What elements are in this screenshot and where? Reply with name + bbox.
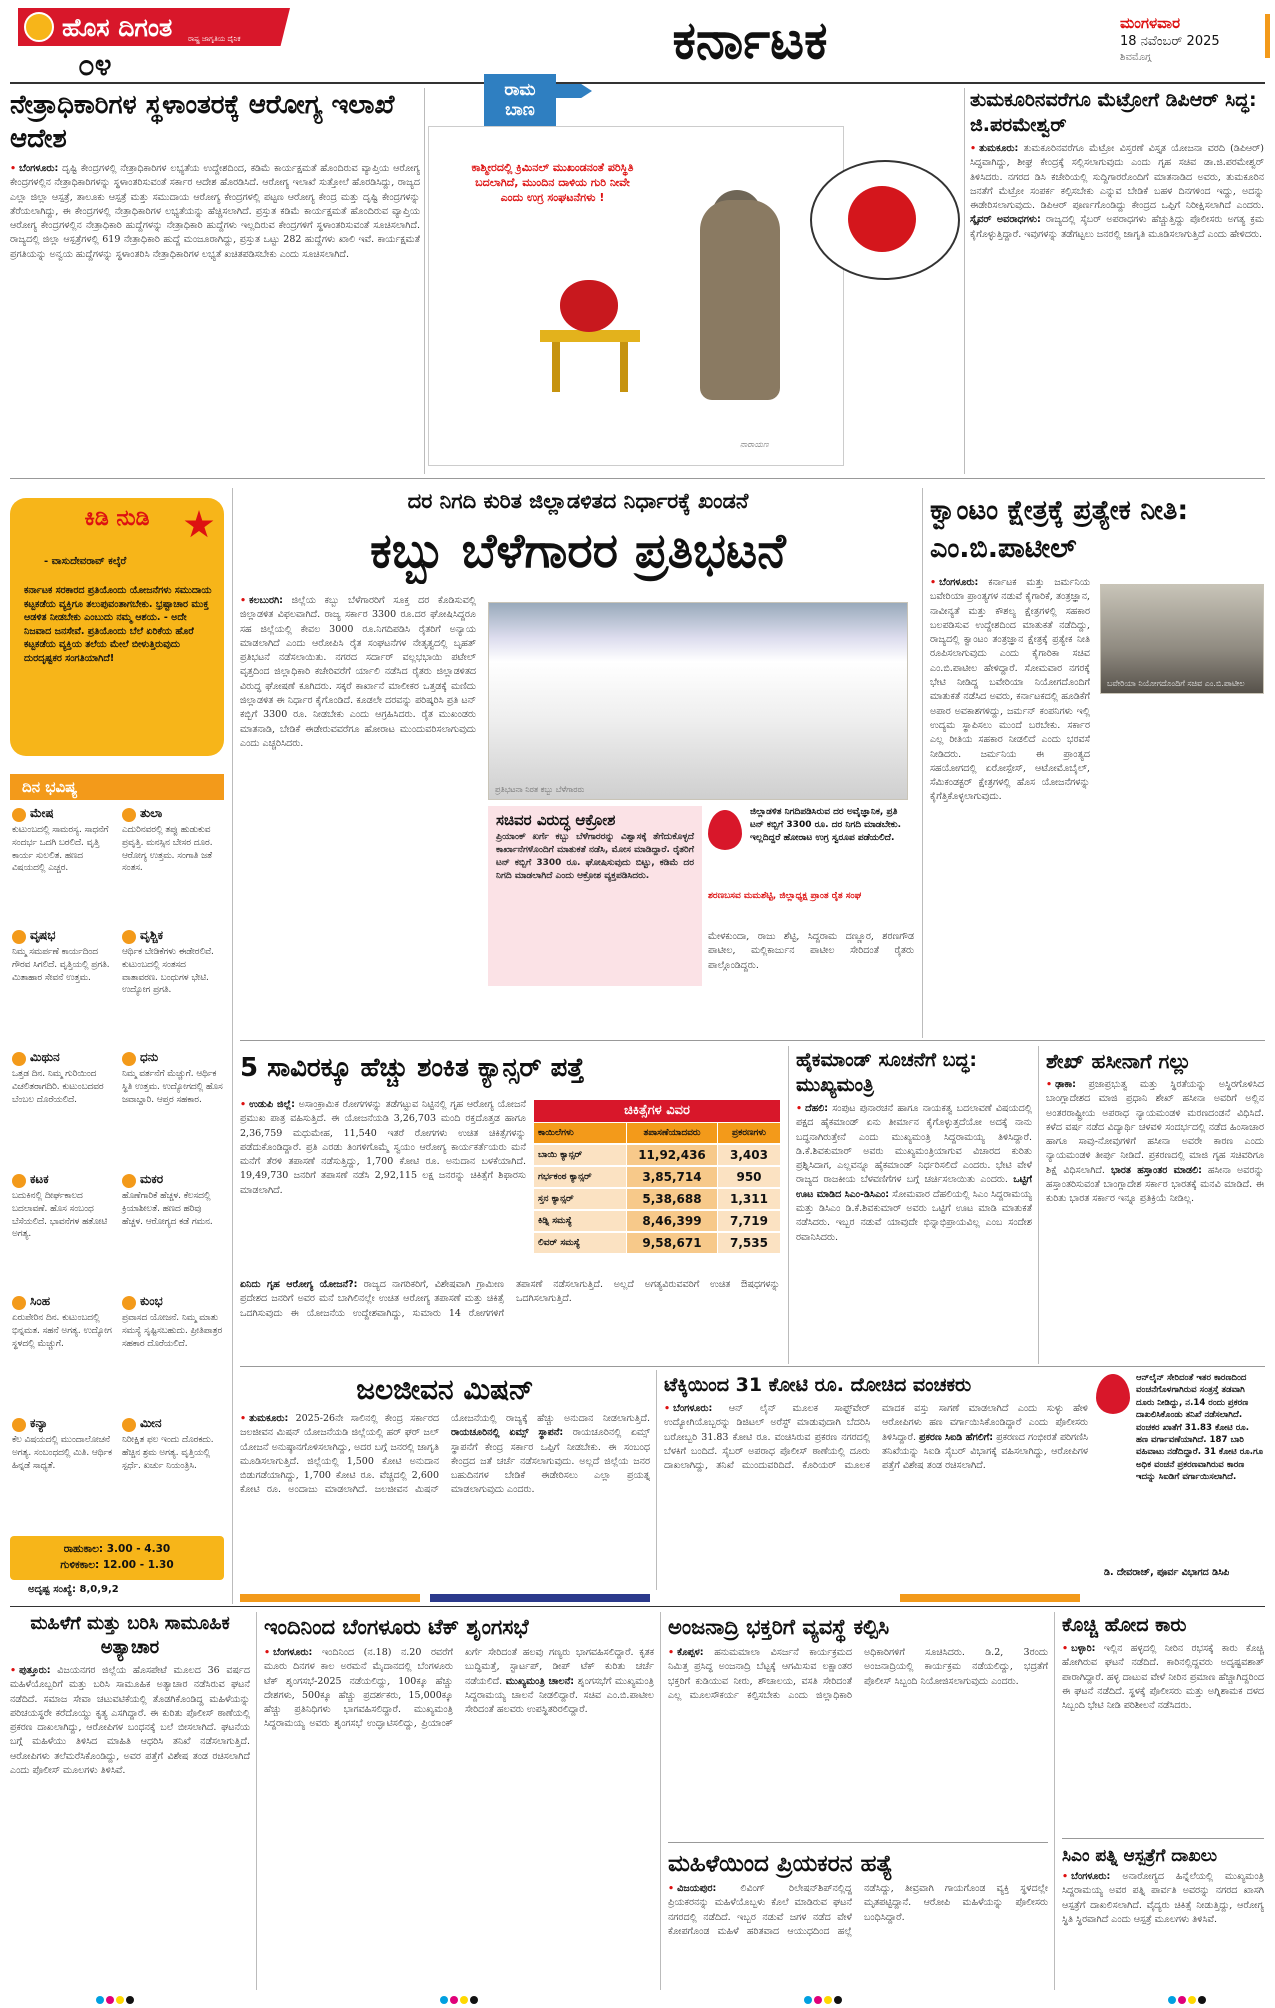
article-body: • ದೆಹಲಿ: ಸಂಪುಟ ಪುನಾರಚನೆ ಹಾಗೂ ನಾಯಕತ್ವ ಬದಲಾವಣೆ ವಿಷಯದಲ್ಲಿ ಪಕ್ಷದ ಹೈಕಮಾಂಡ್ ಏನು ತೀರ್ಮಾನ ಕೈಗೊಳ್ಳುತ್ತದೆಯೋ ಅದಕ್ಕೆ ನಾನು ಬದ್ಧನಾಗಿರುತ್ತೇನೆ ಎಂದು ಮುಖ್ಯಮಂತ್ರಿ ಸಿದ್ದರಾಮಯ್ಯ ತಿಳಿಸಿದ್ದಾರೆ. ಡಿ.ಕೆ.ಶಿವಕುಮಾರ್ ಅವರು ಮುಖ್ಯಮಂತ್ರಿಯಾಗುವ ವಿಚಾರದ ಕುರಿತು ಪ್ರಶ್ನಿಸಿದಾಗ, ಎಲ್ಲವನ್ನೂ ಹೈಕಮಾಂಡ್ ನಿರ್ಧರಿಸಲಿದೆ ಎಂದರು. ಭೇಟಿ ವೇಳೆ ರಾಜ್ಯದ ರಾಜಕೀಯ ಬೆಳವಣಿಗೆಗಳ ಬಗ್ಗೆ ಚರ್ಚಿಸಲಾಯಿತು ಎಂದರು. ಒಟ್ಟಿಗೆ ಊಟ ಮಾಡಿದ ಸಿಎಂ-ಡಿಸಿಎಂ: ಸೋಮವಾರ ದೆಹಲಿಯಲ್ಲಿ ಸಿಎಂ ಸಿದ್ದರಾಮಯ್ಯ ಮತ್ತು ಡಿಸಿಎಂ ಡಿ.ಕೆ.ಶಿವಕುಮಾರ್ ಅವರು ಒಟ್ಟಿಗೆ ಊಟ ಮಾಡಿ ಮಾತುಕತೆ ನಡೆಸಿದರು. ಇಬ್ಬರ ನಡುವೆ ಯಾವುದೇ ಭಿನ್ನಾಭಿಪ್ರಾಯವಿಲ್ಲ ಎಂಬ ಸಂದೇಶ ರವಾನಿಸಿದರು. (796, 1103, 1032, 1243)
article-cancer-body2 (240, 1278, 780, 1362)
kidi-byline: - ವಾಸುದೇವರಾವ್ ಕಲ್ಕೆರೆ (44, 556, 127, 567)
article-body: • ಬೆಂಗಳೂರು: ಇಂದಿನಿಂದ (ನ.18) ನ.20 ರವರೆಗೆ ಮೂರು ದಿನಗಳ ಕಾಲ ಅರಮನೆ ಮೈದಾನದಲ್ಲಿ ಬೆಂಗಳೂರು ಟೆಕ್ ಶೃಂಗಸಭೆ-2025 ನಡೆಯಲಿದ್ದು, 100ಕ್ಕೂ ಹೆಚ್ಚು ದೇಶಗಳು, 500ಕ್ಕೂ ಹೆಚ್ಚು ಪ್ರದರ್ಶಕರು, 15,000ಕ್ಕೂ ಹೆಚ್ಚು ಪ್ರತಿನಿಧಿಗಳು ಭಾಗವಹಿಸಲಿದ್ದಾರೆ. ಮುಖ್ಯಮಂತ್ರಿ ಸಿದ್ದರಾಮಯ್ಯ ಅವರು ಶೃಂಗಸಭೆ ಉದ್ಘಾಟಿಸಲಿದ್ದು, ಪ್ರಿಯಾಂಕ್ ಖರ್ಗೆ ಸೇರಿದಂತೆ ಹಲವು ಗಣ್ಯರು ಭಾಗವಹಿಸಲಿದ್ದಾರೆ. ಕೃತಕ ಬುದ್ಧಿಮತ್ತೆ, ಸ್ಟಾರ್ಟಪ್, ಡೀಪ್ ಟೆಕ್ ಕುರಿತು ಚರ್ಚೆ ನಡೆಯಲಿದೆ. ಮುಖ್ಯಮಂತ್ರಿ ಚಾಲನೆ: ಶೃಂಗಸಭೆಗೆ ಮುಖ್ಯಮಂತ್ರಿ ಸಿದ್ದರಾಮಯ್ಯ ಚಾಲನೆ ನೀಡಲಿದ್ದಾರೆ. ಸಚಿವ ಎಂ.ಬಿ.ಪಾಟೀಲ ಸೇರಿದಂತೆ ಹಲವರು ಉಪಸ್ಥಿತರಿರಲಿದ್ದಾರೆ. (264, 1647, 654, 1730)
quote-box (708, 806, 914, 902)
zodiac-icon (12, 1174, 26, 1188)
sign-text: ಕೆಲ ವಿಷಯದಲ್ಲಿ ಮುಂದಾಲೋಚನೆ ಅಗತ್ಯ. ಸಂಬಂಧದಲ್ಲಿ ಮಿತಿ. ಆರ್ಥಿಕ ಹಿನ್ನಡೆ ಸಾಧ್ಯತೆ. (12, 1435, 112, 1471)
article-body: • ಉಡುಪಿ ಜಿಲ್ಲೆ: ಅಸಾಂಕ್ರಾಮಿಕ ರೋಗಗಳನ್ನು ತಡೆಗಟ್ಟುವ ನಿಟ್ಟಿನಲ್ಲಿ ಗೃಹ ಆರೋಗ್ಯ ಯೋಜನೆ ಪ್ರಮುಖ ಪಾತ್ರ ವಹಿಸುತ್ತಿದೆ. ಈ ಯೋಜನೆಯಡಿ 3,26,703 ಮಂದಿ ರಕ್ತದೊತ್ತಡ ಹಾಗೂ 2,36,759 ಮಧುಮೇಹ, 11,540 ಇತರೆ ರೋಗಗಳು ಉಚಿತ ಚಿಕಿತ್ಸೆಗಳನ್ನು ಪಡೆದುಕೊಂಡಿದ್ದಾರೆ. ಪ್ರತಿ ಎರಡು ತಿಂಗಳಿಗೊಮ್ಮೆ ಸ್ವಯಂ ಆರೋಗ್ಯ ಕಾರ್ಯಕರ್ತೆಯರು ಮನೆ ಮನೆಗೆ ತೆರಳಿ ತಪಾಸಣೆ ನಡೆಸುತ್ತಿದ್ದು, 1,700 ಕೋಟಿ ರೂ. ಅನುದಾನ ಬಳಕೆಯಾಗಿದೆ. 19,49,730 ಜನರಿಗೆ ತಪಾಸಣೆ ನಡೆಸಿ 2,92,115 ಲಕ್ಷ ಜನರನ್ನು ಚಿಕಿತ್ಸೆಗೆ ಶಿಫಾರಸು ಮಾಡಲಾಗಿದೆ. (240, 1099, 526, 1196)
kicker: ದರ ನಿಗದಿ ಕುರಿತ ಜಿಲ್ಲಾಡಳಿತದ ನಿರ್ಧಾರಕ್ಕೆ ಖಂಡನೆ (407, 489, 749, 513)
quote-icon (708, 810, 742, 850)
headline: ಶೇಖ್ ಹಸೀನಾಗೆ ಗಲ್ಲು (1046, 1049, 1192, 1073)
article-anjanadri[interactable] (668, 1612, 1048, 1838)
terrorist-figure (700, 200, 780, 400)
sign-name: ಕನ್ಯಾ (30, 1416, 48, 1430)
article-hicommand[interactable] (796, 1048, 1032, 1360)
table-row: ಸ್ತನ ಕ್ಯಾನ್ಸರ್ 5,38,688 1,311 (534, 1189, 780, 1210)
protest-photo: ಪ್ರತಿಭಟನಾ ನಿರತ ಕಬ್ಬು ಬೆಳೆಗಾರರು (488, 602, 908, 800)
article-tech-fraud[interactable] (664, 1372, 1088, 1588)
article-cm-wife[interactable] (1062, 1844, 1264, 1994)
headline: ಸಿಎಂ ಪತ್ನಿ ಆಸ್ಪತ್ರೆಗೆ ದಾಖಲು (1062, 1846, 1218, 1866)
article-sugarcane-body (240, 594, 476, 1036)
horoscope-sign (122, 1050, 226, 1176)
table-row: ಬಾಯಿ ಕ್ಯಾನ್ಸರ್ 11,92,436 3,403 (534, 1145, 780, 1166)
article-body: • ಪುತ್ತೂರು: ವಿಜಯನಗರ ಜಿಲ್ಲೆಯ ಹೊಸಪೇಟೆ ಮೂಲದ 36 ವರ್ಷದ ಮಹಿಳೆಯೊಬ್ಬರಿಗೆ ಮತ್ತು ಬರಿಸಿ ಸಾಮೂಹಿಕ ಅತ್ಯಾಚಾರ ನಡೆಸಿರುವ ಘಟನೆ ನಡೆದಿದೆ. ಸಮಾಜ ಸೇವಾ ಚಟುವಟಿಕೆಯಲ್ಲಿ ತೊಡಗಿಕೊಂಡಿದ್ದ ಮಹಿಳೆಯನ್ನು ಪರಿಚಯಸ್ಥರೇ ಕರೆದೊಯ್ದು ಕೃತ್ಯ ಎಸಗಿದ್ದಾರೆ. ಈ ಕುರಿತು ಪೊಲೀಸ್ ಠಾಣೆಯಲ್ಲಿ ಪ್ರಕರಣ ದಾಖಲಾಗಿದ್ದು, ಆರೋಪಿಗಳ ಬಂಧನಕ್ಕೆ ಬಲೆ ಬೀಸಲಾಗಿದೆ. ಘಟನೆಯ ಬಗ್ಗೆ ಮಹಿಳೆಯು ತಿಳಿಸಿದ ಮಾಹಿತಿ ಆಧರಿಸಿ ತನಿಖೆ ನಡೆಸಲಾಗುತ್ತಿದೆ. ಆರೋಪಿಗಳು ತಲೆಮರೆಸಿಕೊಂಡಿದ್ದು, ಅವರ ಪತ್ತೆಗೆ ವಿಶೇಷ ತಂಡ ರಚಿಸಲಾಗಿದೆ ಎಂದು ಪೊಲೀಸ್ ಮೂಲಗಳು ತಿಳಿಸಿವೆ. (10, 1665, 250, 1777)
page-number: ೦೪ (78, 48, 112, 82)
sign-text: ನಿಮ್ಮ ವರ್ತನೆಗೆ ಮೆಚ್ಚುಗೆ. ಆರ್ಥಿಕ ಸ್ಥಿತಿ ಉತ್ತಮ. ಉದ್ಯೋಗದಲ್ಲಿ ಹೊಸ ಜವಾಬ್ದಾರಿ. ಆಪ್ತರ ಸಹಕಾರ. (122, 1069, 223, 1105)
article-body: • ಬೆಂಗಳೂರು: ದೃಷ್ಟಿ ಕೇಂದ್ರಗಳಲ್ಲಿ ನೇತ್ರಾಧಿಕಾರಿಗಳ ಲಭ್ಯತೆಯ ಉದ್ದೇಶದಿಂದ, ಕಡಿಮೆ ಕಾರ್ಯಕ್ಷಮತೆ ಹೊಂದಿರುವ ವ್ಯಾಪ್ತಿಯ ಆರೋಗ್ಯ ಕೇಂದ್ರಗಳಲ್ಲಿನ ನೇತ್ರಾಧಿಕಾರಿಗಳನ್ನು ಸ್ಥಳಾಂತರಿಸುವಂತೆ ಸರ್ಕಾರ ಆದೇಶ ಹೊರಡಿಸಿದೆ. ಆರೋಗ್ಯ ಇಲಾಖೆ ಸುತ್ತೋಲೆ ಹೊರಡಿಸಿದ್ದು, ರಾಜ್ಯದ ಎಲ್ಲಾ ಜಿಲ್ಲಾ ಆಸ್ಪತ್ರೆ, ತಾಲೂಕು ಆಸ್ಪತ್ರೆ ಮತ್ತು ಸಮುದಾಯ ಆರೋಗ್ಯ ಕೇಂದ್ರಗಳಲ್ಲಿ ಪಟ್ಟಣ ಆರೋಗ್ಯ ಕೇಂದ್ರ ಮತ್ತು ದೃಷ್ಟಿ ಕೇಂದ್ರಗಳನ್ನು ತೆರೆಯಲಾಗಿದ್ದು, ಈ ಕೇಂದ್ರಗಳಲ್ಲಿ ನೇತ್ರಾಧಿಕಾರಿಗಳ ಲಭ್ಯತೆಯನ್ನು ಹೆಚ್ಚಿಸಲಾಗಿದೆ. ಪ್ರಸ್ತುತ ಕಡಿಮೆ ಕಾರ್ಯಕ್ಷಮತೆ ಹೊಂದಿರುವ ವ್ಯಾಪ್ತಿಯ ಆರೋಗ್ಯ ಕೇಂದ್ರಗಳಲ್ಲಿನ ನೇತ್ರಾಧಿಕಾರಿ ಹುದ್ದೆಗಳನ್ನು ನೇತ್ರಾಧಿಕಾರಿ ಹುದ್ದೆಗಳು ಇಲ್ಲದಿರುವ ಕೇಂದ್ರಗಳಿಗೆ ಸ್ಥಳಾಂತರಿಸುವಂತೆ ಸೂಚಿಸಲಾಗಿದೆ. ರಾಜ್ಯದಲ್ಲಿ ಜಿಲ್ಲಾ ಆಸ್ಪತ್ರೆಗಳಲ್ಲಿ 619 ನೇತ್ರಾಧಿಕಾರಿ ಹುದ್ದೆ ಮಂಜೂರಾಗಿದ್ದು, ಪ್ರಸ್ತುತ ಒಟ್ಟು 282 ಹುದ್ದೆಗಳು ಖಾಲಿ ಇವೆ. ಕಾರ್ಯಕ್ಷಮತೆ ಪ್ರಗತಿಯನ್ನು ಅನ್ವಯ ಹುದ್ದೆಗಳನ್ನು ಸ್ಥಳಾಂತರಿಸಿ ನೇತ್ರಾಧಿಕಾರಿಗಳ ಲಭ್ಯತೆ ಖಚಿತಪಡಿಸಬೇಕು ಎಂದು ಸೂಚಿಸಲಾಗಿದೆ. (10, 163, 420, 260)
headline: ಕ್ವಾಂಟಂ ಕ್ಷೇತ್ರಕ್ಕೆ ಪ್ರತ್ಯೇಕ ನೀತಿ: ಎಂ.ಬಿ.ಪಾಟೀಲ್ (930, 495, 1189, 564)
sign-text: ನಿಮ್ಮ ಸಮರ್ಪಣೆ ಕಾರ್ಯದಿಂದ ಗೌರವ ಸಿಗಲಿದೆ. ವೃತ್ತಿಯಲ್ಲಿ ಪ್ರಗತಿ. ಮಿತಾಹಾರ ಸೇವನೆ ಉತ್ತಮ. (12, 947, 110, 983)
sign-name: ಮೀನ (140, 1416, 162, 1430)
rahukala: ರಾಹುಕಾಲ: 3.00 - 4.30 (63, 1543, 171, 1555)
section-title: ಕರ್ನಾಟಕ (672, 11, 828, 71)
sign-name: ವೃಶ್ಚಿಕ (140, 928, 164, 942)
top-rule (10, 82, 1265, 84)
issue-date: 18 ನವೆಂಬರ್ 2025 (1120, 34, 1220, 49)
article-techsummit[interactable] (264, 1612, 654, 1994)
quote-byline: ಡಿ. ದೇವರಾಜ್, ಪೂರ್ವ ವಿಭಾಗದ ಡಿಸಿಪಿ (1104, 1567, 1230, 1578)
headline: ಕೊಚ್ಚಿ ಹೋದ ಕಾರು (1062, 1614, 1187, 1636)
article-body: • ತುಮಕೂರು: 2025-26ನೇ ಸಾಲಿನಲ್ಲಿ ಕೇಂದ್ರ ಸರ್ಕಾರದ ಜಲಜೀವನ ಮಿಷನ್ ಯೋಜನೆಯಡಿ ಜಿಲ್ಲೆಯಲ್ಲಿ ಹರ್ ಘರ್ ಜಲ್ ಯೋಜನೆ ಅನುಷ್ಠಾನಗೊಳಿಸಲಾಗಿದ್ದು, ಅದರ ಬಗ್ಗೆ ಜನರಲ್ಲಿ ಜಾಗೃತಿ ಮೂಡಿಸಲಾಗುತ್ತಿದೆ. ಜಿಲ್ಲೆಯಲ್ಲಿ 1,500 ಕೋಟಿ ಅನುದಾನ ಬಿಡುಗಡೆಯಾಗಿದ್ದು, 1,700 ಕೋಟಿ ರೂ. ವೆಚ್ಚದಲ್ಲಿ 2,600 ಕೋಟಿ ರೂ. ಅಂದಾಜು ಮಾಡಲಾಗಿದೆ. ಜಲಜೀವನ ಮಿಷನ್ ಯೋಜನೆಯಲ್ಲಿ ರಾಜ್ಯಕ್ಕೆ ಹೆಚ್ಚು ಅನುದಾನ ನೀಡಲಾಗುತ್ತಿದೆ. ರಾಯಚೂರಿನಲ್ಲಿ ಏಮ್ಸ್ ಸ್ಥಾಪನೆ: ರಾಯಚೂರಿನಲ್ಲಿ ಏಮ್ಸ್ ಸ್ಥಾಪನೆಗೆ ಕೇಂದ್ರ ಸರ್ಕಾರ ಒಪ್ಪಿಗೆ ನೀಡಬೇಕು. ಈ ಸಂಬಂಧ ಕೇಂದ್ರದ ಜತೆ ಚರ್ಚೆ ನಡೆಸಲಾಗುವುದು. ಅಲ್ಲದೆ ಜಿಲ್ಲೆಯ ಜನರ ಬಹುದಿನಗಳ ಬೇಡಿಕೆ ಈಡೇರಿಸಲು ಎಲ್ಲಾ ಪ್ರಯತ್ನ ಮಾಡಲಾಗುವುದು ಎಂದರು. (240, 1413, 650, 1496)
brand-logo (18, 8, 290, 82)
table-row: ಗರ್ಭಕಂಠ ಕ್ಯಾನ್ಸರ್ 3,85,714 950 (534, 1167, 780, 1188)
treatment-table (534, 1100, 780, 1270)
rahukala-box (10, 1536, 224, 1580)
quote-icon (1096, 1374, 1130, 1414)
kidi-title: ಕಿಡಿ ನುಡಿ (84, 506, 150, 531)
zodiac-icon (12, 1418, 26, 1432)
zodiac-icon (12, 1296, 26, 1310)
sign-name: ಸಿಂಹ (30, 1294, 51, 1308)
sign-name: ವೃಷಭ (30, 928, 56, 942)
sign-text: ನಿರೀಕ್ಷಿತ ಫಲ ಇಂದು ದೊರಕದು. ಹೆಚ್ಚಿನ ಶ್ರಮ ಅಗತ್ಯ. ವೃತ್ತಿಯಲ್ಲಿ ಸ್ಪರ್ಧೆ. ಖರ್ಚು ನಿಯಂತ್ರಿಸಿ. (122, 1435, 214, 1471)
quote-byline: ಶರಣಬಸವ ಮಮಶೆಟ್ಟಿ, ಜಿಲ್ಲಾಧ್ಯಕ್ಷ ಪ್ರಾಂತ ರೈತ ಸಂಘ (708, 891, 862, 901)
issue-day: ಮಂಗಳವಾರ (1120, 14, 1181, 32)
gulikakala: ಗುಳಿಕಕಾಲ: 12.00 - 1.30 (60, 1559, 174, 1571)
headline: ಕಬ್ಬು ಬೆಳೆಗಾರರ ಪ್ರತಿಭಟನೆ (370, 523, 786, 579)
zodiac-icon (122, 1174, 136, 1188)
article-sugarcane-kicker (240, 486, 916, 524)
sign-name: ತುಲಾ (140, 806, 163, 820)
headline: ಮಹಿಳೆಗೆ ಮತ್ತು ಬರಿಸಿ ಸಾಮೂಹಿಕ ಅತ್ಯಾಚಾರ (30, 1613, 230, 1658)
table-row: ಲಿವರ್ ಸಮಸ್ಯೆ 9,58,671 7,535 (534, 1233, 780, 1254)
box-title: ಸಚಿವರ ವಿರುದ್ಧ ಆಕ್ರೋಶ (496, 811, 616, 829)
article-sugarcane-headline[interactable] (240, 522, 916, 584)
article-body: • ಕಲಬುರಗಿ: ಜಿಲ್ಲೆಯ ಕಬ್ಬು ಬೆಳೆಗಾರರಿಗೆ ಸೂಕ್ತ ದರ ಕೊಡಿಸುವಲ್ಲಿ ಜಿಲ್ಲಾಡಳಿತ ವಿಫಲವಾಗಿದೆ. ರಾಜ್ಯ ಸರ್ಕಾರ 3300 ರೂ.ದರ ಘೋಷಿಸಿದ್ದರೂ ಸಹ ಜಿಲ್ಲೆಯಲ್ಲಿ ಕೇವಲ 3000 ರೂ.ನಿಗದಿಪಡಿಸಿ ರೈತರಿಗೆ ಅನ್ಯಾಯ ಮಾಡಲಾಗಿದೆ ಎಂದು ಆರೋಪಿಸಿ ರೈತ ಸಂಘಟನೆಗಳ ನೇತೃತ್ವದಲ್ಲಿ ಬೃಹತ್ ಪ್ರತಿಭಟನೆ ನಡೆಸಲಾಯಿತು. ನಗರದ ಸರ್ದಾರ್ ವಲ್ಲಭಭಾಯಿ ಪಟೇಲ್ ವೃತ್ತದಿಂದ ಜಿಲ್ಲಾಧಿಕಾರಿ ಕಚೇರಿವರೆಗೆ ರ್ಯಾಲಿ ನಡೆಸಿದ ರೈತರು ಜಿಲ್ಲಾಡಳಿತದ ವಿರುದ್ಧ ಘೋಷಣೆ ಕೂಗಿದರು. ಸಕ್ಕರೆ ಕಾರ್ಖಾನೆ ಮಾಲೀಕರ ಒತ್ತಡಕ್ಕೆ ಮಣಿದು ಜಿಲ್ಲಾಡಳಿತ ಈ ನಿರ್ಧಾರ ಕೈಗೊಂಡಿದೆ. ಕೂಡಲೇ ದರವನ್ನು ಪರಿಷ್ಕರಿಸಿ ಪ್ರತಿ ಟನ್ ಕಬ್ಬಿಗೆ 3300 ರೂ. ನೀಡಬೇಕು ಎಂದು ಆಗ್ರಹಿಸಿದರು. ರೈತ ಮುಖಂಡರು ಮಾತನಾಡಿ, ಬೇಡಿಕೆ ಈಡೇರುವವರೆಗೂ ಹೋರಾಟ ಮುಂದುವರಿಸಲಾಗುವುದು ಎಂದು ಎಚ್ಚರಿಸಿದರು. (240, 595, 476, 749)
headline: ಹೈಕಮಾಂಡ್ ಸೂಚನೆಗೆ ಬದ್ಧ: ಮುಖ್ಯಮಂತ್ರಿ (796, 1049, 977, 1096)
sign-name: ಮಕರ (140, 1172, 164, 1186)
brand-tagline: ರಾಷ್ಟ್ರ ಜಾಗೃತಿಯ ದೈನಿಕ (188, 35, 241, 43)
table-header: ಪ್ರಕರಣಗಳು (718, 1123, 780, 1143)
horoscope-sign (12, 1172, 116, 1298)
article-cancer-body (240, 1098, 526, 1274)
sign-text: ಆರ್ಥಿಕ ಬೇಡಿಕೆಗಳು ಈಡೇರಲಿವೆ. ಕುಟುಂಬದಲ್ಲಿ ಸಂತಸದ ವಾತಾವರಣ. ಬಂಧುಗಳ ಭೇಟಿ. ಉದ್ಯೋಗ ಪ್ರಗತಿ. (122, 947, 214, 996)
kidi-text: ಕರ್ನಾಟಕ ಸರಕಾರದ ಪ್ರತಿಯೊಂದು ಯೋಜನೆಗಳು ಸಮುದಾಯ ಕಟ್ಟಕಡೆಯ ವ್ಯಕ್ತಿಗೂ ತಲುಪುವಂತಾಗಬೇಕು. ಭ್ರಷ್ಟಾಚಾರ ಮುಕ್ತ ಆಡಳಿತ ನೀಡಬೇಕು ಎಂಬುದು ನಮ್ಮ ಆಶಯ. - ಅದೇ ನಿಜವಾದ ಜನಸೇವೆ. ಪ್ರತಿಯೊಂದು ಬೆಲೆ ಏರಿಕೆಯ ಹೊರೆ ಕಟ್ಟಕಡೆಯ ವ್ಯಕ್ತಿಯ ತಲೆಯ ಮೇಲೆ ಬೀಳುತ್ತಿರುವುದು ದುರದೃಷ್ಟಕರ ಸಂಗತಿಯಾಗಿದೆ! (24, 585, 212, 664)
horoscope-sign (122, 1294, 226, 1420)
sidebar-box-minister (488, 806, 702, 986)
headline: ಜಲಜೀವನ ಮಿಷನ್ (356, 1373, 534, 1406)
horoscope-sign (122, 806, 226, 932)
horoscope-sign (122, 1172, 226, 1298)
sign-text: ಒತ್ತಡ ದಿನ. ನಿಮ್ಮ ಗುರಿಯಿಂದ ವಿಚಲಿತರಾಗದಿರಿ. ಕುಟುಂಬದವರ ಬೆಂಬಲ ದೊರೆಯಲಿದೆ. (12, 1069, 104, 1105)
sign-name: ಕುಂಭ (140, 1294, 163, 1308)
quote-text: ಆನ್‌ಲೈನ್ ಸೇರಿದಂತೆ ಇತರ ಕಾರಣದಿಂದ ವಂಚನೆಗೊಳಗಾಗಿರುವ ಸಂತ್ರಸ್ತೆ ತಡವಾಗಿ ದೂರು ನೀಡಿದ್ದು, ನ.14 ರಂದು ಪ್ರಕರಣ ದಾಖಲಿಸಿಕೊಂಡು ತನಿಖೆ ನಡೆಸಲಾಗಿದೆ. ವಂಚಕರ ಖಾತೆಗೆ 31.83 ಕೋಟಿ ರೂ. ಹಣ ವರ್ಗಾವಣೆಯಾಗಿದೆ. 187 ಬಾರಿ ವಹಿವಾಟು ನಡೆದಿದ್ದಾರೆ. 31 ಕೋಟಿ ರೂ.ಗೂ ಅಧಿಕ ವಂಚನೆ ಪ್ರಕರಣವಾಗಿರುವ ಕಾರಣ ಇದನ್ನು ಸಿಐಡಿಗೆ ವರ್ಗಾಯಿಸಲಾಗಿದೆ. (1136, 1373, 1264, 1483)
headline: ಟೆಕ್ಕಿಯಿಂದ 31 ಕೋಟಿ ರೂ. ದೋಚಿದ ವಂಚಕರು (664, 1374, 972, 1396)
zodiac-icon (122, 1418, 136, 1432)
headline: ಮಹಿಳೆಯಿಂದ ಪ್ರಿಯಕರನ ಹತ್ಯೆ (668, 1851, 893, 1877)
article-quantum-body (930, 576, 1090, 1036)
zodiac-icon (12, 1052, 26, 1066)
zodiac-icon (122, 930, 136, 944)
article-body: • ಕೊಪ್ಪಳ: ಹನುಮಮಾಲಾ ವಿಸರ್ಜನೆ ಕಾರ್ಯಕ್ರಮದ ನಿಮಿತ್ತ ಪ್ರಸಿದ್ಧ ಅಂಜನಾದ್ರಿ ಬೆಟ್ಟಕ್ಕೆ ಆಗಮಿಸುವ ಲಕ್ಷಾಂತರ ಭಕ್ತರಿಗೆ ಕುಡಿಯುವ ನೀರು, ಶೌಚಾಲಯ, ವಸತಿ ಸೇರಿದಂತೆ ಎಲ್ಲ ಮೂಲಸೌಕರ್ಯ ಕಲ್ಪಿಸಬೇಕು ಎಂದು ಜಿಲ್ಲಾಧಿಕಾರಿ ಅಧಿಕಾರಿಗಳಿಗೆ ಸೂಚಿಸಿದರು. ಡಿ.2, 3ರಂದು ಅಂಜನಾದ್ರಿಯಲ್ಲಿ ಕಾರ್ಯಕ್ರಮ ನಡೆಯಲಿದ್ದು, ಭದ್ರತೆಗೆ ಪೊಲೀಸ್ ಸಿಬ್ಬಂದಿ ನಿಯೋಜಿಸಲಾಗುವುದು ಎಂದರು. (668, 1647, 1048, 1701)
sign-text: ಏರುಪೇರಿನ ದಿನ. ಕುಟುಂಬದಲ್ಲಿ ಭಿನ್ನಮತ. ಸಹನೆ ಅಗತ್ಯ. ಉದ್ಯೋಗ ಸ್ಥಳದಲ್ಲಿ ಮೆಚ್ಚುಗೆ. (12, 1313, 112, 1349)
lucky-numbers: ಅದೃಷ್ಟ ಸಂಖ್ಯೆ: 8,0,9,2 (28, 1584, 119, 1595)
article-health[interactable] (10, 88, 420, 474)
fraud-quote-box (1096, 1372, 1264, 1562)
sign-text: ಎದುರಿನವರಲ್ಲಿ ತಪ್ಪು ಹುಡುಕುವ ಪ್ರವೃತ್ತಿ. ಮನಸ್ಸಿನ ಬೇಸರ ದೂರ. ಆರೋಗ್ಯ ಉತ್ತಮ. ಸಂಗಾತಿ ಜತೆ ಸಂತಸ. (122, 825, 213, 874)
article-body: • ಬೆಂಗಳೂರು: ಅನಾರೋಗ್ಯದ ಹಿನ್ನೆಲೆಯಲ್ಲಿ ಮುಖ್ಯಮಂತ್ರಿ ಸಿದ್ದರಾಮಯ್ಯ ಅವರ ಪತ್ನಿ ಪಾರ್ವತಿ ಅವರನ್ನು ನಗರದ ಖಾಸಗಿ ಆಸ್ಪತ್ರೆಗೆ ದಾಖಲಿಸಲಾಗಿದೆ. ವೈದ್ಯರು ಚಿಕಿತ್ಸೆ ನೀಡುತ್ತಿದ್ದು, ಆರೋಗ್ಯ ಸ್ಥಿತಿ ಸ್ಥಿರವಾಗಿದೆ ಎಂದು ಆಸ್ಪತ್ರೆ ಮೂಲಗಳು ತಿಳಿಸಿವೆ. (1062, 1871, 1264, 1925)
sign-name: ಮೇಷ (30, 806, 54, 820)
quantum-photo: ಬವೇರಿಯಾ ನಿಯೋಗದೊಂದಿಗೆ ಸಚಿವ ಎಂ.ಬಿ.ಪಾಟೀಲ (1100, 584, 1264, 694)
sign-name: ಧನು (140, 1050, 159, 1064)
box-text: ಪ್ರಿಯಾಂಕ್ ಖರ್ಗೆ ಕಬ್ಬು ಬೆಳೆಗಾರರನ್ನು ವಿಶ್ವಾಸಕ್ಕೆ ತೆಗೆದುಕೊಳ್ಳದೆ ಕಾರ್ಖಾನೆಗಳೊಂದಿಗೆ ಮಾತುಕತೆ ನಡೆಸಿ, ಮೋಸ ಮಾಡಿದ್ದಾರೆ. ರೈತರಿಗೆ ಟನ್ ಕಬ್ಬಿಗೆ 3300 ರೂ. ಘೋಷಿಸುವುದು ಬಿಟ್ಟು, ಕಡಿಮೆ ದರ ನಿಗದಿ ಮಾಡಲಾಗಿದೆ ಎಂದು ಆಕ್ರೋಶ ವ್ಯಕ್ತಪಡಿಸಿದರು. (496, 831, 694, 881)
sign-text: ಕುಟುಂಬದಲ್ಲಿ ಸಾಮರಸ್ಯ. ಸಾಧನೆಗೆ ಸಂದರ್ಭ ಒದಗಿ ಬರಲಿದೆ. ವೃತ್ತಿ ಕಾರ್ಯ ಸುಲಲಿತ. ಹಣದ ವಿಷಯದಲ್ಲಿ ಎಚ್ಚರ. (12, 825, 109, 874)
horoscope-title: ದಿನ ಭವಿಷ್ಯ (10, 774, 224, 800)
zodiac-icon (122, 808, 136, 822)
horoscope-sign (12, 1294, 116, 1420)
article-car[interactable] (1062, 1612, 1264, 1834)
table-header: ತಪಾಸಣೆಯಾದವರು (627, 1123, 717, 1143)
article-body: • ಬೆಂಗಳೂರು: ಕರ್ನಾಟಕ ಮತ್ತು ಜರ್ಮನಿಯ ಬವೇರಿಯಾ ಪ್ರಾಂತ್ಯಗಳ ನಡುವೆ ಕೈಗಾರಿಕೆ, ತಂತ್ರಜ್ಞಾನ, ನಾವೀನ್ಯತೆ ಮತ್ತು ಕೌಶಲ್ಯ ಕ್ಷೇತ್ರಗಳಲ್ಲಿ ಸಹಕಾರ ಬಲಪಡಿಸುವ ಉದ್ದೇಶದಿಂದ ಮಾತುಕತೆ ನಡೆದಿದ್ದು, ರಾಜ್ಯದಲ್ಲಿ ಕ್ವಾಂಟಂ ತಂತ್ರಜ್ಞಾನ ಕ್ಷೇತ್ರಕ್ಕೆ ಪ್ರತ್ಯೇಕ ನೀತಿ ರೂಪಿಸಲಾಗುವುದು ಎಂದು ಕೈಗಾರಿಕಾ ಸಚಿವ ಎಂ.ಬಿ.ಪಾಟೀಲ ಹೇಳಿದ್ದಾರೆ. ಸೋಮವಾರ ನಗರಕ್ಕೆ ಭೇಟಿ ನೀಡಿದ್ದ ಬವೇರಿಯಾ ನಿಯೋಗದೊಂದಿಗೆ ಮಾತುಕತೆ ನಡೆಸಿದ ಅವರು, ಕರ್ನಾಟಕದಲ್ಲಿ ಹೂಡಿಕೆಗೆ ಅಪಾರ ಅವಕಾಶಗಳಿದ್ದು, ಜರ್ಮನ್ ಕಂಪನಿಗಳು ಇಲ್ಲಿ ಉದ್ಯಮ ಸ್ಥಾಪಿಸಲು ಮುಂದೆ ಬರಬೇಕು. ಸರ್ಕಾರ ಎಲ್ಲ ರೀತಿಯ ಸಹಕಾರ ನೀಡಲಿದೆ ಎಂದು ಭರವಸೆ ನೀಡಿದರು. ಜರ್ಮನಿಯ ಈ ಪ್ರಾಂತ್ಯದ ಸಹಯೋಗದಲ್ಲಿ ಏರೋಸ್ಪೇಸ್, ಆಟೋಮೊಬೈಲ್, ಸೆಮಿಕಂಡಕ್ಟರ್ ಕ್ಷೇತ್ರಗಳಲ್ಲಿ ಹೊಸ ಯೋಜನೆಗಳನ್ನು ಕೈಗೆತ್ತಿಕೊಳ್ಳಲಾಗುವುದು. (930, 577, 1090, 803)
sign-text: ಬದುಕಿನಲ್ಲಿ ದೀರ್ಘಕಾಲದ ಬದಲಾವಣೆ. ಹೊಸ ಸಂಬಂಧ ಬೆಸೆಯಲಿದೆ. ಭಾವನೆಗಳ ಹತೋಟಿ ಅಗತ್ಯ. (12, 1191, 108, 1240)
horoscope-sign (122, 1416, 226, 1542)
horoscope-sign (122, 928, 226, 1054)
horoscope-sign (12, 806, 116, 932)
zodiac-icon (122, 1296, 136, 1310)
cartoon-caption: ಕಾಶ್ಮೀರದಲ್ಲಿ ಕ್ರಿಮಿನಲ್ ಮುಖಂಡನಂತೆ ಪರಿಸ್ಥಿತಿ ಬದಲಾಗಿದೆ, ಮುಂದಿನ ದಾಳಿಯ ಗುರಿ ನೀವೇ ಎಂದು ಉಗ್ರ ಸಂಘಟನೆಗಳು ! (471, 161, 634, 204)
article-cancer-headline[interactable] (240, 1048, 780, 1094)
article-quantum-headline[interactable] (930, 492, 1264, 574)
headline: ಅಂಜನಾದ್ರಿ ಭಕ್ತರಿಗೆ ವ್ಯವಸ್ಥೆ ಕಲ್ಪಿಸಿ (668, 1615, 890, 1639)
article-metro[interactable] (970, 88, 1264, 474)
sign-name: ಕಟಕ (30, 1172, 49, 1186)
article-jaljeevan[interactable] (240, 1372, 650, 1588)
headline: ನೇತ್ರಾಧಿಕಾರಿಗಳ ಸ್ಥಳಾಂತರಕ್ಕೆ ಆರೋಗ್ಯ ಇಲಾಖೆ ಆದೇಶ (10, 90, 395, 154)
column-label-ramabana: ರಾಮ ಬಾಣ (484, 74, 594, 128)
table-row: ಕಿಡ್ನಿ ಸಮಸ್ಯೆ 8,46,399 7,719 (534, 1211, 780, 1232)
table-header: ಕಾಯಿಲೆಗಳು (534, 1123, 626, 1143)
sign-name: ಮಿಥುನ (30, 1050, 60, 1064)
horoscope-sign (12, 928, 116, 1054)
cartoonist-signature: ನಾರಾಯಣ (740, 440, 769, 449)
article-women[interactable] (10, 1612, 250, 1994)
headline: 5 ಸಾವಿರಕ್ಕೂ ಹೆಚ್ಚು ಶಂಕಿತ ಕ್ಯಾನ್ಸರ್ ಪತ್ತೆ (240, 1053, 585, 1083)
horoscope-sign (12, 1416, 116, 1542)
zodiac-icon (122, 1052, 136, 1066)
article-hasina[interactable] (1046, 1048, 1264, 1360)
photo-caption: ಮೇಳಕುಂದಾ, ರಾಜು ಶೆಟ್ಟಿ, ಸಿದ್ದರಾಮ ದಣ್ಣೂರ, ಶರಣಗೌಡ ಪಾಟೀಲ, ಮಲ್ಲಿಕಾರ್ಜುನ ಪಾಟೀಲ ಸೇರಿದಂತೆ ರೈತರು ಪಾಲ್ಗೊಂಡಿದ್ದರು. (708, 931, 914, 971)
article-body: • ಢಾಕಾ: ಪ್ರಜಾಪ್ರಭುತ್ವ ಮತ್ತು ಸ್ಥಿರತೆಯನ್ನು ಅಸ್ಥಿರಗೊಳಿಸಿದ ಬಾಂಗ್ಲಾದೇಶದ ಮಾಜಿ ಪ್ರಧಾನಿ ಶೇಖ್ ಹಸೀನಾ ಅವರಿಗೆ ಅಲ್ಲಿನ ಅಂತರರಾಷ್ಟ್ರೀಯ ಅಪರಾಧ ನ್ಯಾಯಮಂಡಳಿ ಮರಣದಂಡನೆ ವಿಧಿಸಿದೆ. ಕಳೆದ ವರ್ಷ ನಡೆದ ವಿದ್ಯಾರ್ಥಿ ಚಳವಳಿ ಸಂದರ್ಭದಲ್ಲಿ ನಡೆದ ಹಿಂಸಾಚಾರ ಹಾಗೂ ಸಾವು-ನೋವುಗಳಿಗೆ ಹಸೀನಾ ಅವರೇ ಕಾರಣ ಎಂದು ನ್ಯಾಯಮಂಡಳಿ ತೀರ್ಪು ನೀಡಿದೆ. ಪ್ರಕರಣದಲ್ಲಿ ಮಾಜಿ ಗೃಹ ಸಚಿವರಿಗೂ ಶಿಕ್ಷೆ ವಿಧಿಸಲಾಗಿದೆ. ಭಾರತ ಹಸ್ತಾಂತರ ಮಾಡಲಿ: ಹಸೀನಾ ಅವರನ್ನು ಹಸ್ತಾಂತರಿಸುವಂತೆ ಬಾಂಗ್ಲಾದೇಶ ಸರ್ಕಾರ ಭಾರತಕ್ಕೆ ಮನವಿ ಮಾಡಿದೆ. ಈ ಕುರಿತು ಭಾರತ ಸರ್ಕಾರ ಇನ್ನೂ ಪ್ರತಿಕ್ರಿಯೆ ನೀಡಿಲ್ಲ. (1046, 1079, 1264, 1205)
kidi-nudi-box (10, 498, 224, 756)
sign-text: ಹೊಣೆಗಾರಿಕೆ ಹೆಚ್ಚಳ. ಕೆಲಸದಲ್ಲಿ ಕ್ರಿಯಾಶೀಲತೆ. ಹಣದ ಹರಿವು ಹೆಚ್ಚಳ. ಆರೋಗ್ಯದ ಕಡೆ ಗಮನ. (122, 1191, 213, 1227)
brand-name: ಹೊಸ ದಿಗಂತ (62, 13, 173, 42)
article-body: • ವಿಜಯಪುರ: ಲಿವಿಂಗ್ ರಿಲೇಷನ್‌ಶಿಪ್‌ನಲ್ಲಿದ್ದ ಪ್ರಿಯಕರನನ್ನು ಮಹಿಳೆಯೊಬ್ಬಳು ಕೊಲೆ ಮಾಡಿರುವ ಘಟನೆ ನಗರದಲ್ಲಿ ನಡೆದಿದೆ. ಇಬ್ಬರ ನಡುವೆ ಜಗಳ ನಡೆದ ವೇಳೆ ಕೋಪಗೊಂಡ ಮಹಿಳೆ ಹರಿತವಾದ ಆಯುಧದಿಂದ ಹಲ್ಲೆ ನಡೆಸಿದ್ದು, ತೀವ್ರವಾಗಿ ಗಾಯಗೊಂಡ ವ್ಯಕ್ತಿ ಸ್ಥಳದಲ್ಲೇ ಮೃತಪಟ್ಟಿದ್ದಾನೆ. ಆರೋಪಿ ಮಹಿಳೆಯನ್ನು ಪೊಲೀಸರು ಬಂಧಿಸಿದ್ದಾರೆ. (668, 1883, 1048, 1937)
apple-icon (848, 186, 916, 252)
headline: ತುಮಕೂರಿನವರೆಗೂ ಮೆಟ್ರೋಗೆ ಡಿಪಿಆರ್ ಸಿದ್ಧ: ಜಿ.ಪರಮೇಶ್ವರ್ (970, 89, 1257, 136)
horoscope-sign (12, 1050, 116, 1176)
headline: ಇಂದಿನಿಂದ ಬೆಂಗಳೂರು ಟೆಕ್ ಶೃಂಗಸಭೆ (264, 1615, 529, 1639)
table-title: ಚಿಕಿತ್ಸೆಗಳ ವಿವರ (534, 1100, 780, 1122)
zodiac-icon (12, 930, 26, 944)
quote-text: ಜಿಲ್ಲಾಡಳಿತ ನಿಗದಿಪಡಿಸಿರುವ ದರ ಅವೈಜ್ಞಾನಿಕ, ಪ್ರತಿ ಟನ್ ಕಬ್ಬಿಗೆ 3300 ರೂ. ದರ ನಿಗದಿ ಮಾಡಬೇಕು. ಇಲ್ಲದಿದ್ದರೆ ಹೋರಾಟ ಉಗ್ರ ಸ್ವರೂಪ ಪಡೆಯಲಿದೆ. (750, 807, 902, 843)
edition-name: ಶಿವಮೊಗ್ಗ (1120, 52, 1152, 63)
article-murder[interactable] (668, 1848, 1048, 1994)
date-box (1120, 14, 1270, 70)
apple-icon (560, 280, 618, 332)
article-body: ಏನಿದು ಗೃಹ ಆರೋಗ್ಯ ಯೋಜನೆ?: ರಾಜ್ಯದ ನಾಗರಿಕರಿಗೆ, ವಿಶೇಷವಾಗಿ ಗ್ರಾಮೀಣ ಪ್ರದೇಶದ ಜನರಿಗೆ ಅವರ ಮನೆ ಬಾಗಿಲಿನಲ್ಲೇ ಉಚಿತ ಆರೋಗ್ಯ ತಪಾಸಣೆ ಮತ್ತು ಚಿಕಿತ್ಸೆ ಒದಗಿಸುವುದು ಈ ಯೋಜನೆಯ ಉದ್ದೇಶವಾಗಿದ್ದು, ಸುಮಾರು 14 ರೋಗಗಳಿಗೆ ತಪಾಸಣೆ ನಡೆಸಲಾಗುತ್ತಿದೆ. ಅಲ್ಲದೆ ಅಗತ್ಯವಿರುವವರಿಗೆ ಉಚಿತ ಔಷಧಗಳನ್ನು ಒದಗಿಸಲಾಗುತ್ತಿದೆ. (240, 1279, 780, 1319)
emblem-icon (24, 12, 54, 42)
spark-icon (184, 510, 214, 540)
article-body: • ಬಳ್ಳಾರಿ: ಇಲ್ಲಿನ ಹಳ್ಳದಲ್ಲಿ ನೀರಿನ ರಭಸಕ್ಕೆ ಕಾರು ಕೊಚ್ಚಿ ಹೋಗಿರುವ ಘಟನೆ ನಡೆದಿದೆ. ಕಾರಿನಲ್ಲಿದ್ದವರು ಅದೃಷ್ಟವಶಾತ್ ಪಾರಾಗಿದ್ದಾರೆ. ಹಳ್ಳ ದಾಟುವ ವೇಳೆ ನೀರಿನ ಪ್ರಮಾಣ ಹೆಚ್ಚಾಗಿದ್ದರಿಂದ ಈ ಘಟನೆ ನಡೆದಿದೆ. ಸ್ಥಳಕ್ಕೆ ಪೊಲೀಸರು ಮತ್ತು ಅಗ್ನಿಶಾಮಕ ದಳದ ಸಿಬ್ಬಂದಿ ಭೇಟಿ ನೀಡಿ ಪರಿಶೀಲನೆ ನಡೆಸಿದರು. (1062, 1643, 1264, 1712)
article-body: • ಬೆಂಗಳೂರು: ಆನ್ ಲೈನ್ ಮೂಲಕ ಸಾಫ್ಟ್‌ವೇರ್ ಉದ್ಯೋಗಿಯೊಬ್ಬರನ್ನು ಡಿಜಿಟಲ್ ಅರೆಸ್ಟ್ ಮಾಡುವುದಾಗಿ ಬೆದರಿಸಿ ಬರೋಬ್ಬರಿ 31.83 ಕೋಟಿ ರೂ. ವಂಚಿಸಿರುವ ಪ್ರಕರಣ ನಗರದಲ್ಲಿ ಬೆಳಕಿಗೆ ಬಂದಿದೆ. ಸೈಬರ್ ಅಪರಾಧ ಪೊಲೀಸ್ ಠಾಣೆಯಲ್ಲಿ ದೂರು ದಾಖಲಾಗಿದ್ದು, ತನಿಖೆ ಮುಂದುವರಿದಿದೆ. ಕೊರಿಯರ್ ಮೂಲಕ ಮಾದಕ ವಸ್ತು ಸಾಗಣೆ ಮಾಡಲಾಗಿದೆ ಎಂದು ಸುಳ್ಳು ಹೇಳಿ ಆರೋಪಿಗಳು ಹಣ ವರ್ಗಾಯಿಸಿಕೊಂಡಿದ್ದಾರೆ ಎಂದು ಪೊಲೀಸರು ತಿಳಿಸಿದ್ದಾರೆ. ಪ್ರಕರಣ ಸಿಐಡಿ ಹೆಗಲಿಗೆ: ಪ್ರಕರಣದ ಗಂಭೀರತೆ ಪರಿಗಣಿಸಿ ತನಿಖೆಯನ್ನು ಸಿಐಡಿ ಸೈಬರ್ ವಿಭಾಗಕ್ಕೆ ವಹಿಸಲಾಗಿದ್ದು, ಆರೋಪಿಗಳ ಪತ್ತೆಗೆ ವಿಶೇಷ ತಂಡ ರಚಿಸಲಾಗಿದೆ. (664, 1403, 1088, 1472)
sign-text: ಪ್ರವಾಸದ ಯೋಜನೆ. ನಿಮ್ಮ ಮಾತು ಸಮಸ್ಯೆ ಸೃಷ್ಟಿಸಬಹುದು. ಪ್ರೀತಿಪಾತ್ರರ ಸಹಕಾರ ದೊರೆಯಲಿದೆ. (122, 1313, 223, 1349)
article-body: • ತುಮಕೂರು: ತುಮಕೂರಿನವರೆಗೂ ಮೆಟ್ರೋ ವಿಸ್ತರಣೆ ವಿಸ್ತೃತ ಯೋಜನಾ ವರದಿ (ಡಿಪಿಆರ್) ಸಿದ್ಧವಾಗಿದ್ದು, ಶೀಘ್ರ ಕೇಂದ್ರಕ್ಕೆ ಸಲ್ಲಿಸಲಾಗುವುದು ಎಂದು ಗೃಹ ಸಚಿವ ಡಾ.ಜಿ.ಪರಮೇಶ್ವರ್ ತಿಳಿಸಿದರು. ನಗರದ ಡಿಸಿ ಕಚೇರಿಯಲ್ಲಿ ಸುದ್ದಿಗಾರರೊಂದಿಗೆ ಮಾತನಾಡಿದ ಅವರು, ತುಮಕೂರಿನ ಜನತೆಗೆ ಮೆಟ್ರೋ ಸಂಪರ್ಕ ಕಲ್ಪಿಸಬೇಕು ಎನ್ನುವ ಬೇಡಿಕೆ ಬಹಳ ದಿನಗಳಿಂದ ಇದ್ದು, ಅದನ್ನು ಈಡೇರಿಸಲಾಗುವುದು. ಡಿಪಿಆರ್ ಪೂರ್ಣಗೊಂಡಿದ್ದು ಕೇಂದ್ರದ ಒಪ್ಪಿಗೆ ನಿರೀಕ್ಷಿಸಲಾಗಿದೆ ಎಂದರು. ಸ್ಕೈವರ್ ಅವರಾಧಗಳು: ರಾಜ್ಯದಲ್ಲಿ ಸೈಬರ್ ಅಪರಾಧಗಳು ಹೆಚ್ಚುತ್ತಿದ್ದು ಪೊಲೀಸರು ಅಗತ್ಯ ಕ್ರಮ ಕೈಗೊಳ್ಳುತ್ತಿದ್ದಾರೆ. ಇವುಗಳನ್ನು ತಡೆಗಟ್ಟಲು ಜನರಲ್ಲಿ ಜಾಗೃತಿ ಮೂಡಿಸಲಾಗುತ್ತಿದೆ ಎಂದು ಹೇಳಿದರು. (970, 143, 1264, 240)
zodiac-icon (12, 808, 26, 822)
table-header-row (534, 1123, 780, 1144)
